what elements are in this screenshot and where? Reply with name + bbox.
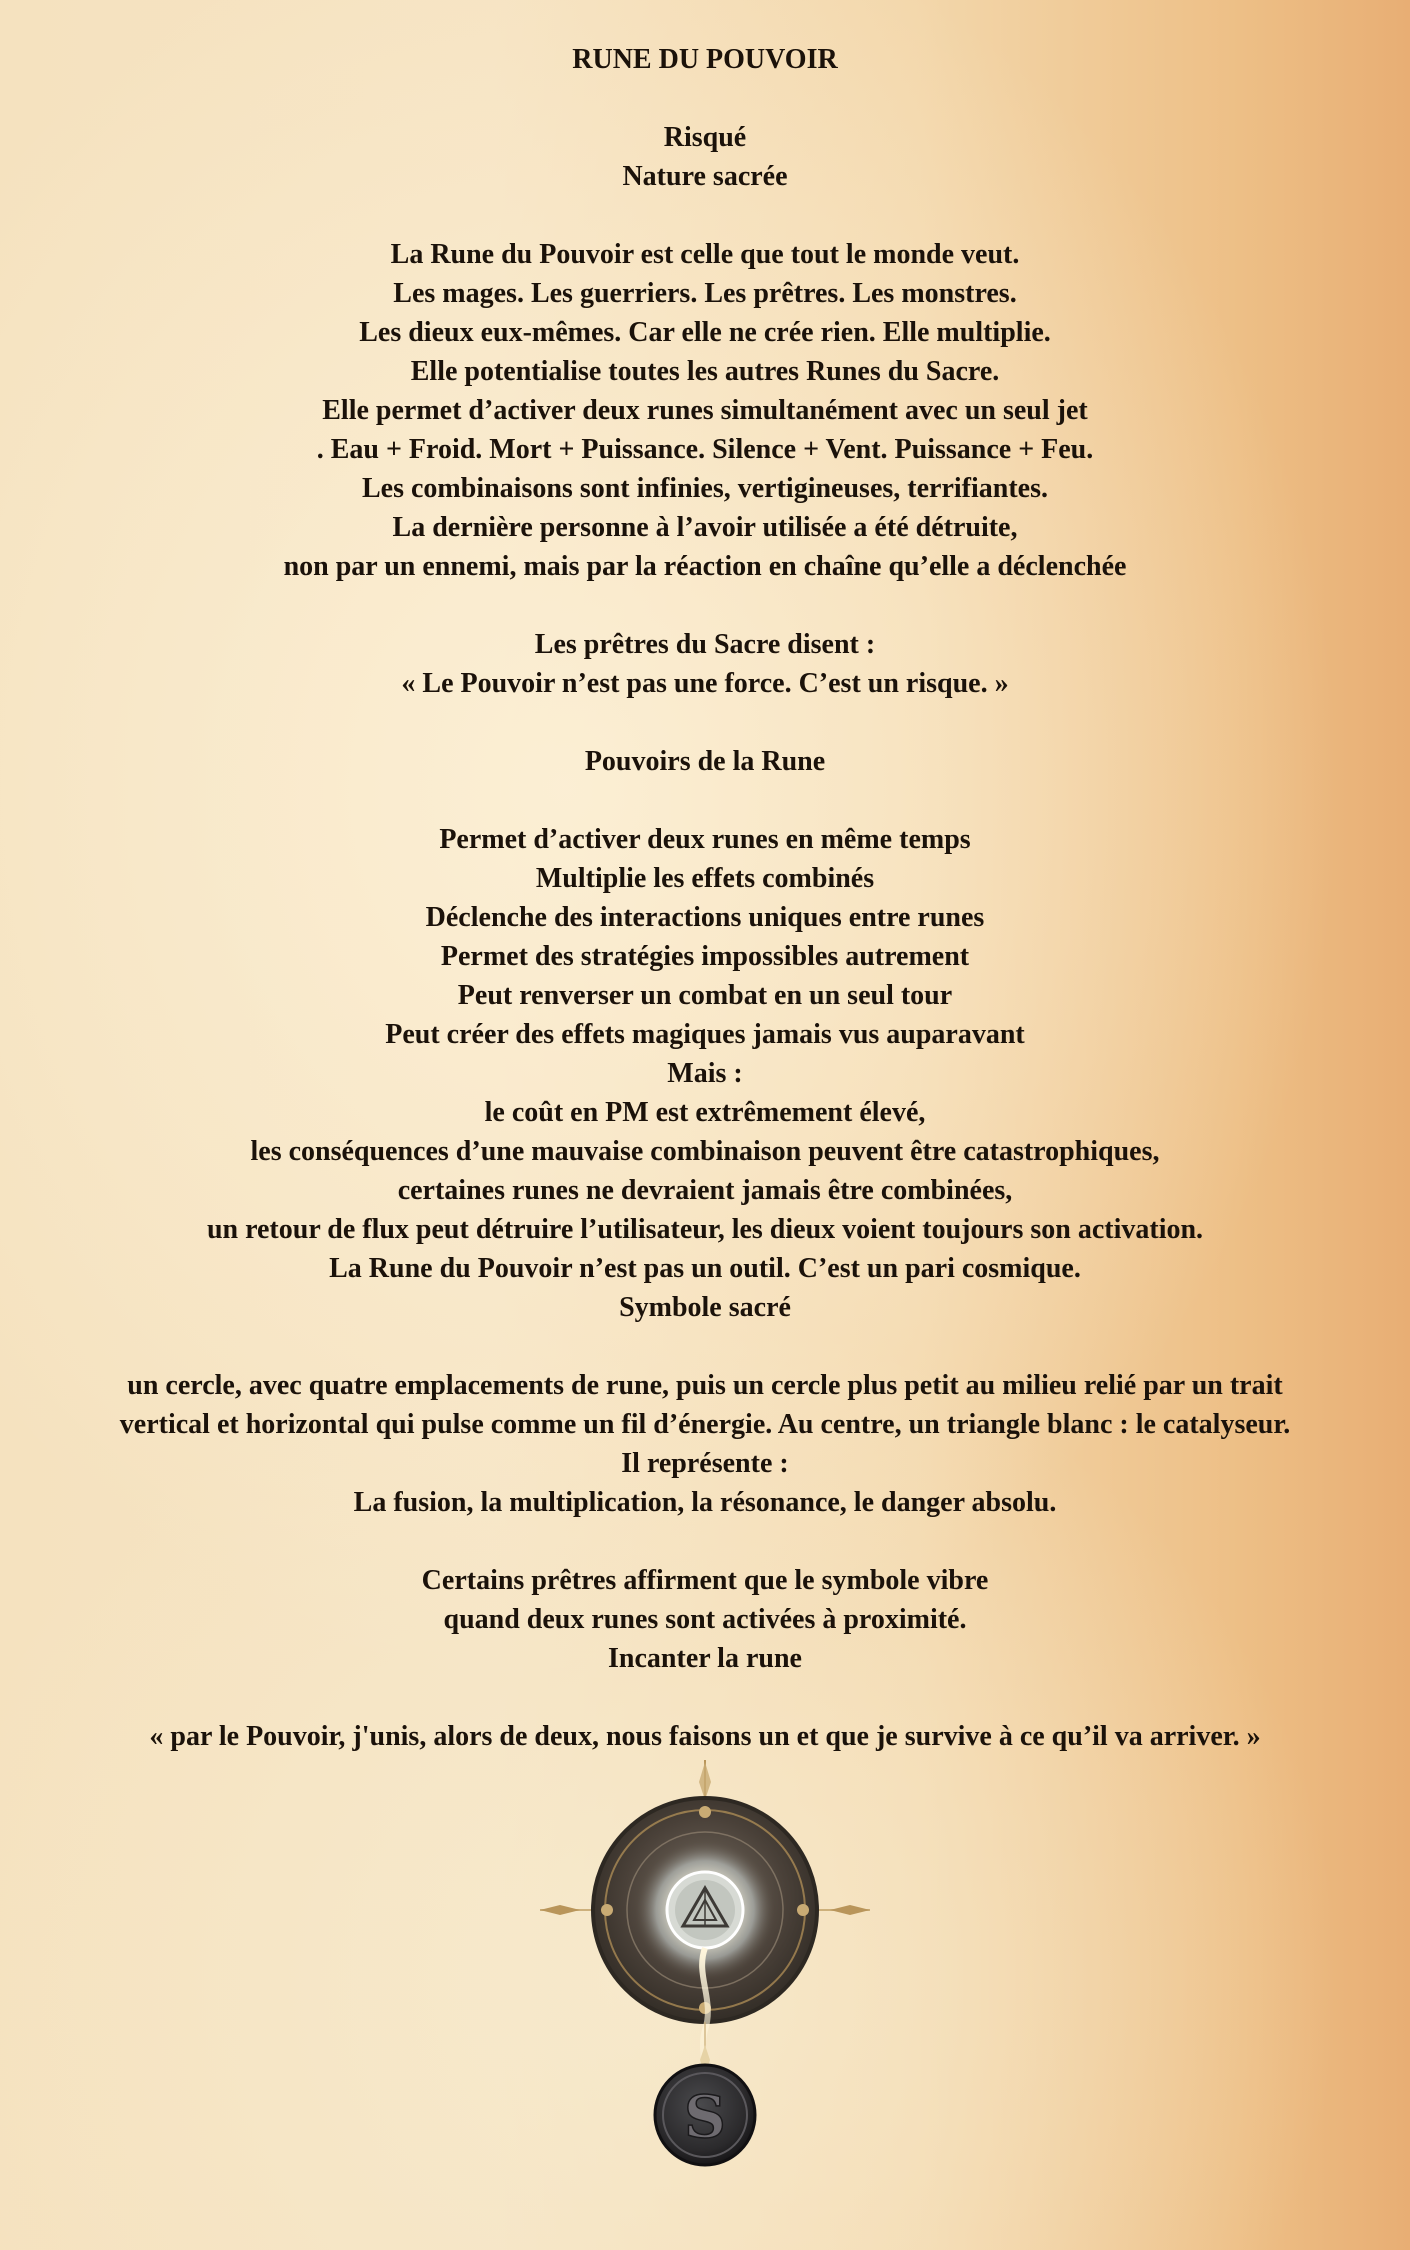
rune-slot-left [601,1904,613,1916]
power-line: Mais : [667,1058,743,1089]
risk-label: Risqué [663,122,747,153]
intro-line: non par un ennemi, mais par la réaction en chaîne qu’elle a déclenchée [283,551,1127,582]
top-star [699,1762,711,1800]
rune-document [0,40,1410,1756]
spacer [0,1522,1410,1561]
nature-label: Nature sacrée [622,161,788,192]
symbol-line: La fusion, la multiplication, la résonance, le danger absolu. [353,1487,1057,1518]
seal-letter: S [684,2083,726,2151]
intro-line: Les combinaisons sont infinies, vertigineuses, terrifiantes. [362,473,1048,504]
power-line: Permet d’activer deux runes en même temps [439,824,971,855]
power-rune-icon [530,1760,880,2170]
intro-line: La Rune du Pouvoir est celle que tout le monde veut. [390,239,1020,270]
intro-line: Elle permet d’activer deux runes simultanément avec un seul jet [322,395,1088,426]
power-line: Multiplie les effets combinés [535,863,875,894]
vibration-line: quand deux runes sont activées à proximité. [443,1604,967,1635]
spacer [0,79,1410,118]
power-line: le coût en PM est extrêmement élevé, [484,1097,926,1128]
power-line: certaines runes ne devraient jamais être combinées, [397,1175,1013,1206]
right-star [830,1905,870,1915]
power-line: Permet des stratégies impossibles autrement [440,941,970,972]
spacer [0,1678,1410,1717]
spacer [0,196,1410,235]
spacer [0,781,1410,820]
rune-slot-top [699,1806,711,1818]
power-line: un retour de flux peut détruire l’utilisateur, les dieux voient toujours son activation. [206,1214,1204,1245]
spacer [0,1327,1410,1366]
spacer [0,586,1410,625]
power-line: Peut renverser un combat en un seul tour [457,980,953,1011]
intro-line: Elle potentialise toutes les autres Runes du Sacre. [410,356,1000,387]
power-line: les conséquences d’une mauvaise combinaison peuvent être catastrophiques, [250,1136,1160,1167]
power-line: Déclenche des interactions uniques entre runes [425,902,985,933]
symbol-heading: Symbole sacré [619,1292,791,1323]
symbol-line: vertical et horizontal qui pulse comme un fil d’énergie. Au centre, un triangle blanc : le catalyseur. [119,1409,1291,1440]
intro-line: La dernière personne à l’avoir utilisée a été détruite, [392,512,1018,543]
power-line: Peut créer des effets magiques jamais vus auparavant [385,1019,1025,1050]
spacer [0,703,1410,742]
left-star [540,1905,580,1915]
power-line: La Rune du Pouvoir n’est pas un outil. C’est un pari cosmique. [329,1253,1081,1284]
powers-heading: Pouvoirs de la Rune [584,746,826,777]
intro-line: . Eau + Froid. Mort + Puissance. Silence + Vent. Puissance + Feu. [316,434,1094,465]
intro-line: Les mages. Les guerriers. Les prêtres. Les monstres. [393,278,1017,309]
priests-quote: « Le Pouvoir n’est pas une force. C’est un risque. » [401,668,1009,699]
rune-emblem [530,1760,880,2170]
vibration-line: Certains prêtres affirment que le symbole vibre [421,1565,989,1596]
symbol-line: un cercle, avec quatre emplacements de rune, puis un cercle plus petit au milieu relié par un trait [127,1370,1283,1401]
incantation-text: « par le Pouvoir, j'unis, alors de deux, nous faisons un et que je survive à ce qu’il va arriver. » [149,1721,1261,1752]
rune-slot-right [797,1904,809,1916]
priests-line: Les prêtres du Sacre disent : [534,629,876,660]
symbol-line: Il représente : [621,1448,789,1479]
document-title: RUNE DU POUVOIR [572,44,838,75]
incantation-heading: Incanter la rune [608,1643,802,1674]
intro-line: Les dieux eux-mêmes. Car elle ne crée rien. Elle multiplie. [359,317,1051,348]
